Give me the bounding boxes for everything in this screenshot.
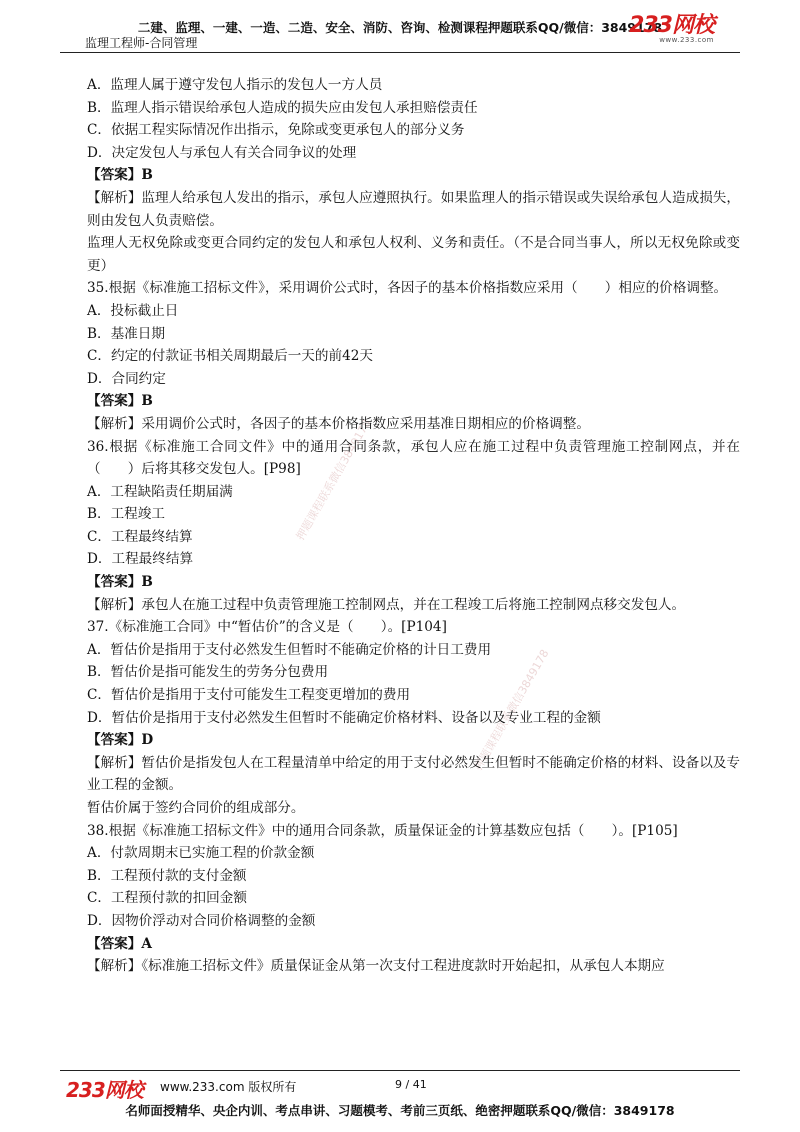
explanation: 【解析】承包人在施工过程中负责管理施工控制网点，并在工程竣工后将施工控制网点移交发包人。	[87, 596, 686, 613]
document-body	[60, 74, 740, 978]
answer: 【答案】A	[87, 935, 152, 952]
footer-copyright: www.233.com 版权所有	[160, 1080, 297, 1094]
option-c: C．依据工程实际情况作出指示，免除或变更承包人的部分义务	[87, 122, 465, 139]
logo-text: 233网校	[629, 13, 714, 38]
header-divider	[60, 52, 740, 53]
option-d: D．暂估价是指用于支付必然发生但暂时不能确定价格材料、设备以及专业工程的金额	[87, 709, 601, 726]
option-d: D．合同约定	[87, 370, 166, 387]
option-b: B．基准日期	[87, 325, 165, 342]
explanation: 【解析】《标准施工招标文件》质量保证金从第一次支付工程进度款时开始起扣，从承包人本期应	[87, 958, 665, 975]
option-d: D．因物价浮动对合同价格调整的金额	[87, 912, 316, 929]
option-c: C．工程预付款的扣回金额	[87, 890, 247, 907]
document-subtitle: 监理工程师-合同管理	[85, 36, 198, 50]
answer: 【答案】B	[87, 393, 153, 410]
explanation-note: 暂估价属于签约合同价的组成部分。	[87, 800, 305, 816]
option-d: D．工程最终结算	[87, 551, 194, 568]
explanation: 【解析】监理人给承包人发出的指示，承包人应遵照执行。如果监理人的指示错误或失误给承包人造成损失，则由发包人负责赔偿。	[87, 189, 740, 229]
page-number: 9 / 41	[395, 1078, 427, 1091]
option-b: B．监理人指示错误给承包人造成的损失应由发包人承担赔偿责任	[87, 99, 478, 116]
question-35: 35.根据《标准施工招标文件》，采用调价公式时，各因子的基本价格指数应采用（ ）相应的价格调整。	[87, 280, 728, 297]
explanation-note: 监理人无权免除或变更合同约定的发包人和承包人权利、义务和责任。（不是合同当事人，所以无权免除或变更）	[87, 235, 740, 274]
footer-divider	[60, 1070, 740, 1071]
answer: 【答案】B	[87, 167, 153, 184]
option-b: B．工程预付款的支付金额	[87, 867, 247, 884]
option-a: A．监理人属于遵守发包人指示的发包人一方人员	[87, 77, 383, 93]
answer: 【答案】B	[87, 574, 153, 591]
question-37: 37.《标准施工合同》中“暂估价”的含义是（ ）。[P104]	[87, 619, 447, 636]
option-a: A．投标截止日	[87, 302, 179, 319]
option-a: A．付款周期末已实施工程的价款金额	[87, 845, 315, 862]
option-c: C．暂估价是指用于支付可能发生工程变更增加的费用	[87, 687, 411, 704]
option-d: D．决定发包人与承包人有关合同争议的处理	[87, 144, 357, 161]
option-a: A．工程缺陷责任期届满	[87, 483, 233, 500]
option-b: B．暂估价是指可能发生的劳务分包费用	[87, 664, 329, 681]
option-c: C．约定的付款证书相关周期最后一天的前42天	[87, 348, 373, 365]
question-36: 36.根据《标准施工合同文件》中的通用合同条款，承包人应在施工过程中负责管理施工控制网点，并在（ ）后将其移交发包人。[P98]	[87, 438, 740, 478]
footer-logo: 233网校	[66, 1078, 143, 1102]
watermark: 押题课程联系微信3849178	[471, 647, 552, 773]
option-a: A．暂估价是指用于支付必然发生但暂时不能确定价格的计日工费用	[87, 641, 492, 658]
watermark: 押题课程联系微信3849178	[293, 417, 374, 543]
explanation: 【解析】采用调价公式时，各因子的基本价格指数应采用基准日期相应的价格调整。	[87, 415, 590, 432]
answer: 【答案】D	[87, 732, 154, 749]
explanation: 【解析】暂估价是指发包人在工程量清单中给定的用于支付必然发生但暂时不能确定价格的材料、设备以及专业工程的金额。	[87, 754, 740, 794]
question-38: 38.根据《标准施工招标文件》中的通用合同条款，质量保证金的计算基数应包括（ ）。[P105]	[87, 822, 678, 839]
logo-url: www.233.com	[659, 36, 714, 44]
option-c: C．工程最终结算	[87, 528, 193, 545]
footer-promo: 名师面授精华、央企内训、考点串讲、习题模考、考前三页纸、绝密押题联系QQ/微信：3849178	[125, 1103, 675, 1118]
option-b: B．工程竣工	[87, 506, 165, 523]
header-logo	[629, 14, 714, 44]
header-promo: 二建、监理、一建、一造、二造、安全、消防、咨询、检测课程押题联系QQ/微信：3849178	[137, 20, 663, 35]
